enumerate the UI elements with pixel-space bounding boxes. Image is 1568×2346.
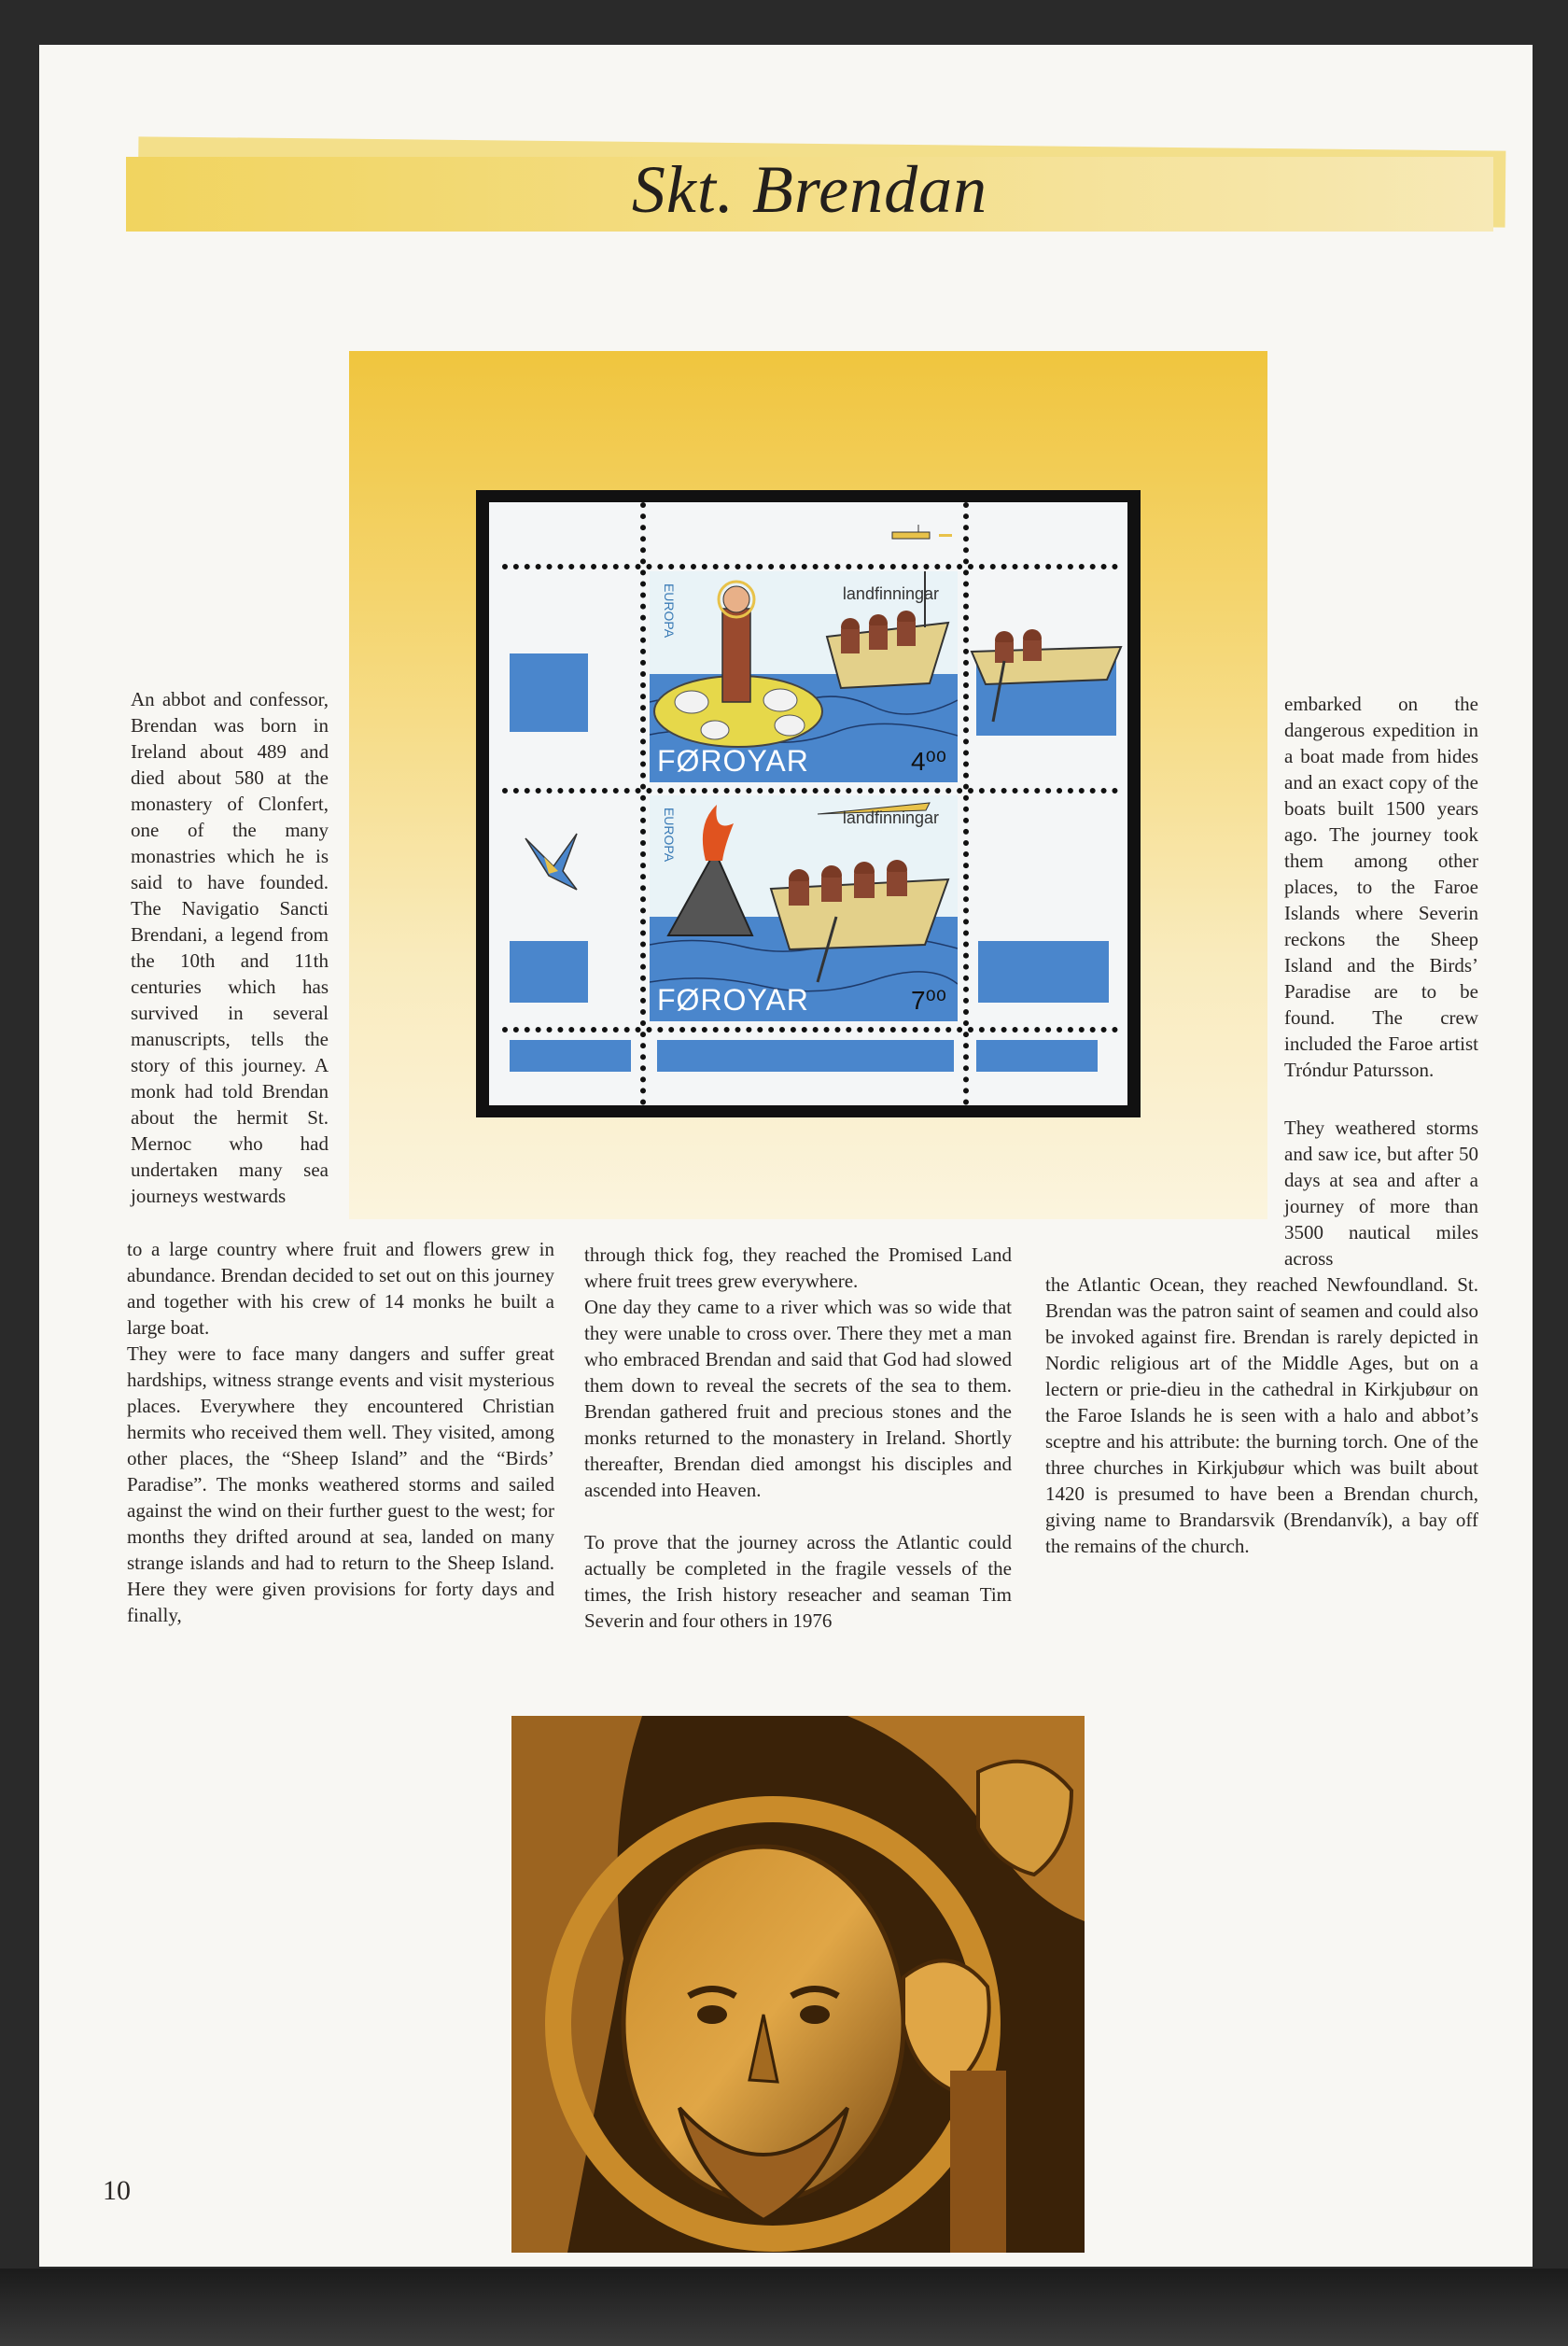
margin-sea-bottom-right [976, 1040, 1098, 1072]
perforation-v1 [640, 502, 646, 1105]
stamp-country: FØROYAR [657, 983, 809, 1017]
stamp-caption: landfinningar [842, 808, 939, 827]
stamp-europa-label: EUROPA [662, 807, 678, 863]
text-col1-a: to a large country where fruit and flowers grew in abundance. Brendan decided to set out on this journey and together with his crew of 14 monks he built a large boat. [127, 1238, 554, 1339]
margin-sea-bottom-left [510, 1040, 631, 1072]
text-col1-wrap: An abbot and confessor, Brendan was born in Ireland about 489 and died about 580 at the monastery of Clonfert, one of the many monastries which he is said to have founded. The Navigatio Sancti Brendani, a legend from the 10th and 11th centuries which has survived in several manuscripts, tells the story of this journey. A monk had told Brendan about the hermit St. Mernoc who had undertaken many sea journeys westwards [131, 688, 329, 1207]
stamp-value: 7⁰⁰ [910, 986, 946, 1015]
bird-icon [521, 829, 586, 894]
boat-sketch-icon [890, 525, 956, 545]
text-col2-c: To prove that the journey across the Atlantic could actually be completed in the fragile vessels of the times, the Irish history reseacher and seaman Tim Severin and four others in 1976 [584, 1531, 1012, 1632]
stamp-7kr [650, 795, 958, 1021]
perforation-h3 [502, 1027, 1118, 1033]
text-col3-a: the Atlantic Ocean, they reached Newfoundland. St. Brendan was the patron saint of seamen and could also be invoked against fire. Brendan is rarely depicted in Nordic religious art of the Middle Ages, but on a lectern or prie-dieu in the cathedral in Kirkjubøur on the Faroe Islands he is seen with a halo and abbot’s sceptre and his attribute: the burning torch. One of the three churches in Kirkjubøur which was built about 1420 is presumed to have been a Brendan church, giving name to Brandarsvik (Brendanvík), a bay off the remains of the church. [1045, 1273, 1478, 1557]
wood-carving-photo [511, 1716, 1085, 2253]
margin-sea-top-left [510, 653, 588, 732]
stamp-country: FØROYAR [657, 744, 809, 778]
margin-sea-mid-left [510, 941, 588, 1003]
stamp-4kr [650, 571, 958, 782]
margin-sea-mid-right [978, 941, 1109, 1003]
text-col2-b: One day they came to a river which was so wide that they were unable to cross over. There they met a man who embraced Brendan and said that God had slowed them down to reveal the secrets of the sea to them. Brendan gathered fruit and precious stones and the monks returned to the monastery in Ireland. Shortly thereafter, Brendan died amongst his disciples and ascended into Heaven. [584, 1296, 1012, 1501]
carved-brendan-figure [511, 1716, 1085, 2253]
rowing-monks-illustration [967, 605, 1126, 736]
text-col3-wrap-b: They weathered storms and saw ice, but after 50 days at sea and after a journey of more than 3500 nautical miles across [1284, 1117, 1478, 1270]
text-col2-a: through thick fog, they reached the Promised Land where fruit trees grew everywhere. [584, 1243, 1012, 1292]
perforation-h2 [502, 788, 1118, 794]
perforation-h1 [502, 564, 1118, 569]
perforation-v2 [963, 502, 969, 1105]
stamp-caption: landfinningar [842, 584, 939, 603]
stamp-europa-label: EUROPA [662, 583, 678, 639]
text-col3-wrap-a: embarked on the dangerous expedition in a boat made from hides and an exact copy of the boats built 1500 years ago. The journey took them among other places, to the Faroe Islands where Severin reckons the Sheep Island and the Birds’ Paradise are to be found. The crew included the Faroe artist Tróndur Patursson. [1284, 693, 1478, 1081]
text-col1-b: They were to face many dangers and suffer great hardships, witness strange events and visit mysterious places. Everywhere they encountered Christian hermits who received them well. They visited, among other places, the “Sheep Island” and the “Birds’ Paradise”. The monks weathered storms and sailed against the wind on their further guest to the west; for months they drifted around at sea, landed on many strange islands and had to return to the Sheep Island. Here they were given provisions for forty days and finally, [127, 1342, 554, 1626]
page-title: Skt. Brendan [631, 152, 988, 227]
stamp-value: 4⁰⁰ [910, 747, 946, 776]
page-number: 10 [103, 2175, 131, 2206]
margin-sea-bottom-mid [657, 1040, 954, 1072]
souvenir-sheet [489, 502, 1127, 1105]
page-bottom-edge [0, 2269, 1568, 2346]
